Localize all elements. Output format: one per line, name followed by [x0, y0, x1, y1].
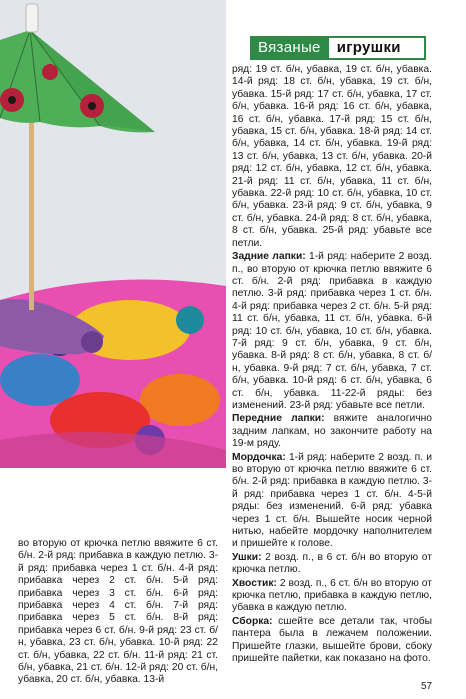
paragraph-ears: Ушки: 2 возд. п., в 6 ст. б/н во вторую от крючка петлю.	[232, 551, 432, 576]
left-column-text	[18, 538, 218, 688]
photo-umbrella-toy	[0, 0, 226, 468]
paragraph-front-paws: Передние лапки: вяжите аналогично задним лапкам, но закончите работу на 19-м ряду.	[232, 413, 432, 450]
paragraph-assembly: Сборка: сшейте все детали так, чтобы пантера была в лежачем положении. Пришейте глазки, вышейте брови, сбоку пришейте пайетки, как показано на фото.	[232, 615, 432, 665]
header-label-knitted: Вязаные	[250, 36, 329, 60]
header-label-toys: игрушки	[329, 36, 426, 60]
paragraph-tail: Хвостик: 2 возд. п., 6 ст. б/н во вторую от крючка петлю, прибавка в каждую петлю, убавка в каждую петлю.	[232, 577, 432, 614]
paragraph-body-rows: во вторую от крючка петлю ввяжите 6 ст. б/н. 2-й ряд: прибавка в каждую петлю. 3-й ряд: прибавка через 1 ст. б/н. 4-й ряд: прибавка через 2 ст. б/н. 5-й ряд: прибавка через 3 ст. б/н. 6-й ряд: прибавка через 4 ст. б/н. 7-й ряд: прибавка через 5 ст. б/н. 8-й ряд: прибавка через 6 ст. б/н. 9-й ряд: 23 ст. б/н, убавка, 23 ст. б/н, убавка. 10-й ряд: 22 ст. б/н, убавка, 22 ст. б/н. 11-й ряд: 21 ст. б/н, убавка, 21 ст. б/н. 12-й ряд: 20 ст. б/н, убавка, 20 ст. б/н, убавка. 13-й	[18, 538, 218, 686]
page-number: 57	[421, 681, 433, 692]
paragraph-muzzle: Мордочка: 1-й ряд: наберите 2 возд. п. и во вторую от крючка петлю ввяжите 6 ст. б/н. 2-й ряд: прибавка в каждую петлю. 3-й ряд: прибавка через 1 ст. б/н. 4-5-й ряды: без изменений. 6-й ряд: убавка через 1 ст. б/н. Вышейте носик черной нитью, набейте мордочку наполнителем и пришейте к голове.	[232, 451, 432, 550]
right-column-text	[232, 64, 432, 667]
paragraph-back-paws: Задние лапки: 1-й ряд: наберите 2 возд. п., во вторую от крючка петлю ввяжите 6 ст. б/н. 2-й ряд: прибавка в каждую петлю. 3-й ряд: прибавка через 1 ст. б/н. 4-й ряд: прибавка через 2 ст. б/н. 5-й ряд: 11 ст. б/н, убавка, 11 ст. б/н, убавка. 6-й ряд: 10 ст. б/н, убавка, 10 ст. б/н, убавка. 7-й ряд: 9 ст. б/н, убавка, 9 ст. б/н, убавка. 8-й ряд: 8 ст. б/н, убавка, 8 ст. б/н, убавка. 9-й ряд: 7 ст. б/н, убавка, 7 ст. б/н, убавка. 10-й ряд: 6 ст. б/н, убавка, 6 ст. б/н, убавка. 11-22-й ряды: без изменений. 23-й ряд: убавьте все петли.	[232, 251, 432, 411]
section-header	[250, 36, 426, 60]
paragraph-head-rows: ряд: 19 ст. б/н, убавка, 19 ст. б/н, убавка. 14-й ряд: 18 ст. б/н, убавка, 19 ст. б/н, убавка. 15-й ряд: 17 ст. б/н, убавка, 17 ст. б/н, убавка. 16-й ряд: 16 ст. б/н, убавка, 16 ст. б/н, убавка. 17-й ряд: 15 ст. б/н, убавка, 15 ст. б/н, убавка. 18-й ряд: 14 ст. б/н, убавка, 14 ст. б/н, убавка. 19-й ряд: 13 ст. б/н, убавка, 13 ст. б/н, убавка. 20-й ряд: 12 ст. б/н, убавка, 12 ст. б/н, убавка. 21-й ряд: 11 ст. б/н, убавка, 11 ст. б/н, убавка. 22-й ряд: 10 ст. б/н, убавка, 10 ст. б/н, убавка. 23-й ряд: 9 ст. б/н, убавка, 9 ст. б/н, убавка. 24-й ряд: 8 ст. б/н, убавка, 8 ст. б/н, убавка. 25-й ряд: убавьте все петли.	[232, 64, 432, 249]
photo-illustration	[0, 0, 226, 468]
